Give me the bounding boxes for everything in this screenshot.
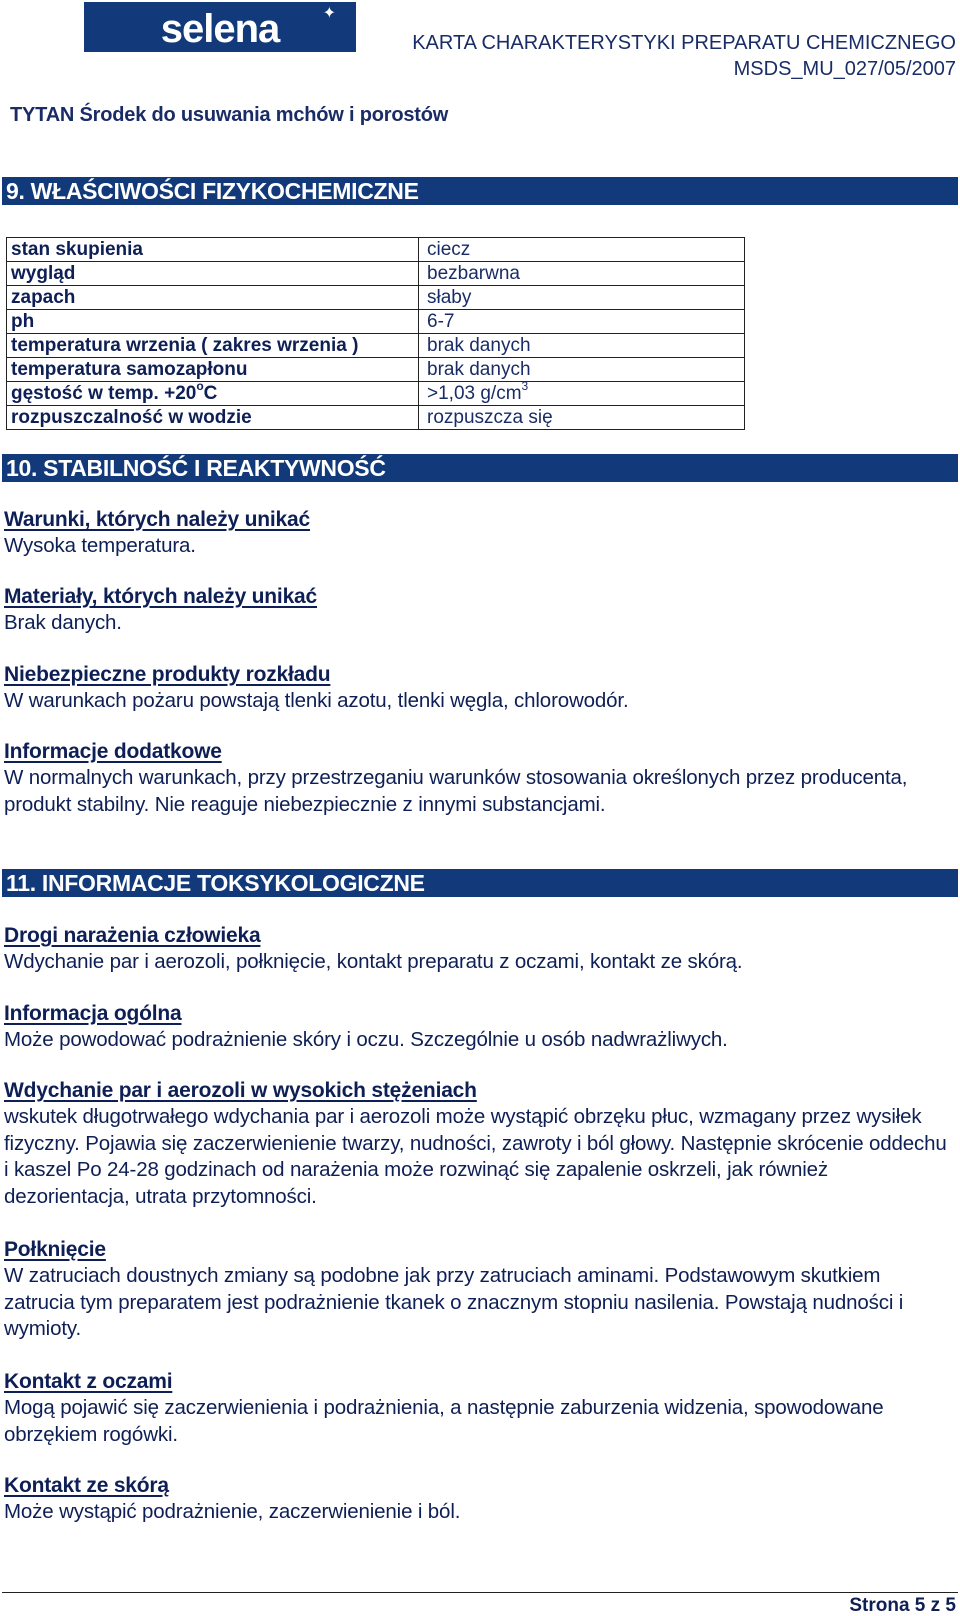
logo-text: selena (160, 7, 280, 51)
property-value: brak danych (419, 358, 745, 382)
section-10-block-4 (4, 738, 956, 818)
table-row (7, 286, 745, 310)
page-number: Strona 5 z 5 (849, 1595, 956, 1616)
subsection-heading: Informacja ogólna (4, 1002, 182, 1025)
subsection-heading: Warunki, których należy unikać (4, 508, 310, 531)
property-value: bezbarwna (419, 262, 745, 286)
subsection-text: wskutek długotrwałego wdychania par i aerozoli może wystąpić obrzęku płuc, wzmagany przez wysiłek fizyczny. Pojawia się zaczerwienienie twarzy, nudności, zawroty i ból głowy. Następnie skrócenie oddechu i kaszel Po 24-28 godzinach od narażenia może rozwinąć się zapalenie oskrzeli, jak również dezorientacja, utrata przytomności. (4, 1105, 947, 1208)
property-key: stan skupienia (7, 238, 419, 262)
table-row (7, 262, 745, 286)
subsection-text: Może powodować podrażnienie skóry i oczu. Szczególnie u osób nadwrażliwych. (4, 1028, 728, 1051)
table-row (7, 310, 745, 334)
section-10-block-3 (4, 661, 956, 715)
subsection-text: W zatruciach doustnych zmiany są podobne jak przy zatruciach aminami. Podstawowym skutkiem zatrucia tym preparatem jest podrażnienie tkanek o znacznym stopniu nasilenia. Powstają nudności i wymioty. (4, 1264, 904, 1340)
footer-divider (2, 1592, 958, 1593)
table-row (7, 334, 745, 358)
document-code: MSDS_MU_027/05/2007 (733, 58, 956, 80)
subsection-heading: Materiały, których należy unikać (4, 585, 318, 608)
subsection-text: Brak danych. (4, 611, 122, 634)
table-row (7, 406, 745, 430)
property-value: ciecz (419, 238, 745, 262)
subsection-heading: Informacje dodatkowe (4, 740, 222, 763)
property-key: ph (7, 310, 419, 334)
property-key: wygląd (7, 262, 419, 286)
subsection-text: Wysoka temperatura. (4, 534, 196, 557)
section-11-block-1 (4, 922, 956, 976)
degree-superscript: o (196, 379, 204, 393)
property-key-text: gęstość w temp. +20 (11, 383, 197, 404)
subsection-heading: Kontakt ze skórą (4, 1474, 169, 1497)
section-10-block-2 (4, 583, 956, 637)
subsection-text: Wdychanie par i aerozoli, połknięcie, kontakt preparatu z oczami, kontakt ze skórą. (4, 950, 743, 973)
property-key: temperatura samozapłonu (7, 358, 419, 382)
property-key: rozpuszczalność w wodzie (7, 406, 419, 430)
section-11-block-2 (4, 1000, 956, 1054)
section-11-block-4 (4, 1236, 956, 1343)
property-value: rozpuszcza się (419, 406, 745, 430)
property-key: temperatura wrzenia ( zakres wrzenia ) (7, 334, 419, 358)
section-11-block-3 (4, 1077, 956, 1210)
subsection-text: W warunkach pożaru powstają tlenki azotu, tlenki węgla, chlorowodór. (4, 689, 629, 712)
subsection-heading: Drogi narażenia człowieka (4, 924, 261, 947)
subsection-text: W normalnych warunkach, przy przestrzeganiu warunków stosowania określonych przez producenta, produkt stabilny. Nie reaguje niebezpiecznie z innymi substancjami. (4, 766, 908, 816)
property-key: zapach (7, 286, 419, 310)
section-10-block-1 (4, 506, 956, 560)
property-value: słaby (419, 286, 745, 310)
property-key (7, 379, 419, 406)
subsection-text: Mogą pojawić się zaczerwienienia i podrażnienia, a następnie zaburzenia widzenia, spowodowane obrzękiem rogówki. (4, 1396, 884, 1446)
property-value (419, 379, 745, 406)
section-11-header: 11. INFORMACJE TOKSYKOLOGICZNE (2, 869, 958, 897)
unit-superscript: 3 (521, 379, 529, 393)
properties-table (6, 237, 745, 430)
document-title: KARTA CHARAKTERYSTYKI PREPARATU CHEMICZNEGO (412, 32, 956, 54)
table-row (7, 358, 745, 382)
section-11-block-5 (4, 1368, 956, 1448)
table-row (7, 238, 745, 262)
subsection-heading: Niebezpieczne produkty rozkładu (4, 663, 331, 686)
subsection-text: Może wystąpić podrażnienie, zaczerwienienie i ból. (4, 1500, 461, 1523)
property-value-text: >1,03 g/cm (427, 383, 522, 404)
property-value: 6-7 (419, 310, 745, 334)
product-name: TYTAN Środek do usuwania mchów i porostów (10, 104, 449, 126)
star-icon: ✦ (322, 5, 336, 22)
section-10-header: 10. STABILNOŚĆ I REAKTYWNOŚĆ (2, 454, 958, 482)
subsection-heading: Połknięcie (4, 1238, 106, 1261)
subsection-heading: Kontakt z oczami (4, 1370, 173, 1393)
property-key-suffix: C (203, 383, 218, 404)
section-9-header: 9. WŁAŚCIWOŚCI FIZYKOCHEMICZNE (2, 177, 958, 205)
company-logo (84, 2, 356, 52)
section-11-block-6 (4, 1472, 956, 1526)
subsection-heading: Wdychanie par i aerozoli w wysokich stężeniach (4, 1079, 477, 1102)
table-row (7, 382, 745, 406)
property-value: brak danych (419, 334, 745, 358)
